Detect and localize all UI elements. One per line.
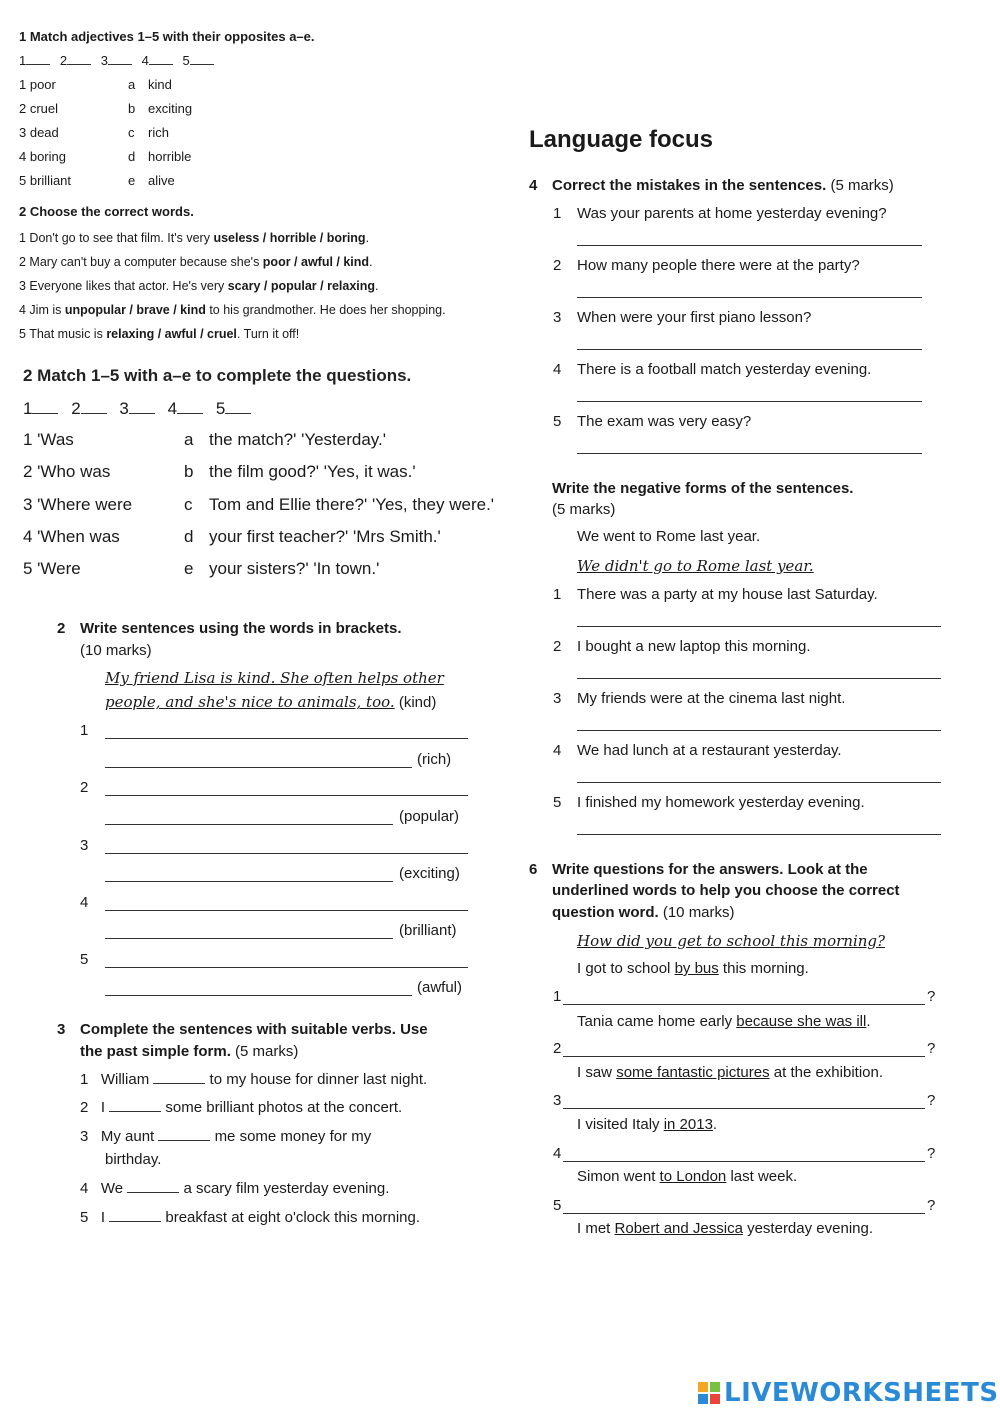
ex5-item-text: We had lunch at a restaurant yesterday. xyxy=(577,742,842,759)
ex2c-item-word: (awful) xyxy=(417,979,463,996)
ex2b-right-item: your first teacher?' 'Mrs Smith.' xyxy=(209,527,441,546)
ex4-number: 4 xyxy=(529,177,538,194)
ex2a-item-text: . xyxy=(375,279,379,293)
ex4-item-number: 4 xyxy=(553,361,562,378)
ex2a-options[interactable]: relaxing / awful / cruel xyxy=(106,327,237,341)
ex2b-blank-label: 2 xyxy=(71,399,81,418)
ex3-item-text: a scary film yesterday evening. xyxy=(183,1180,390,1197)
ex6-answer xyxy=(577,1064,883,1081)
ex2b-blank-label: 1 xyxy=(23,399,33,418)
ex6-title-line3 xyxy=(552,904,735,921)
ex2a-item-text: 3 Everyone likes that actor. He's very xyxy=(19,279,228,293)
ex3-blank[interactable] xyxy=(158,1128,210,1141)
ex6-underlined: in 2013 xyxy=(663,1116,713,1133)
ex2b-left-item: 3 'Where were xyxy=(23,495,133,514)
ex3-item-text: me some money for my xyxy=(214,1128,372,1145)
ex2c-item-number: 5 xyxy=(80,951,89,968)
ex2a-item-text: 4 Jim is xyxy=(19,303,65,317)
ex3-item-cont: birthday. xyxy=(105,1151,162,1168)
ex3-blank[interactable] xyxy=(153,1071,205,1084)
ex6-question-mark: ? xyxy=(927,1092,936,1109)
ex5-marks: (5 marks) xyxy=(552,501,616,518)
ex5-item-number: 1 xyxy=(553,586,562,603)
ex3-blank[interactable] xyxy=(127,1180,179,1193)
ex2c-item-word: (brilliant) xyxy=(399,922,457,939)
ex2c-item-number: 4 xyxy=(80,894,89,911)
ex3-item xyxy=(80,1099,402,1116)
ex1-blank-3[interactable] xyxy=(108,54,132,65)
ex1-right-letter: e xyxy=(128,173,136,188)
ex6-answer-text: . xyxy=(712,1116,718,1133)
ex4-item-number: 5 xyxy=(553,413,562,430)
ex1-left-item: 3 dead xyxy=(19,125,59,140)
ex1-left-item: 5 brilliant xyxy=(19,173,72,188)
ex4-answer-line[interactable] xyxy=(577,453,922,454)
ex3-item-text: I xyxy=(100,1099,106,1116)
ex4-title xyxy=(552,177,894,194)
ex6-answer xyxy=(577,1013,871,1030)
ex2b-left-item: 5 'Were xyxy=(23,559,81,578)
ex1-right-letter: c xyxy=(128,125,135,140)
ex2b-blank-4[interactable] xyxy=(177,400,203,414)
ex4-item-text: How many people there were at the party? xyxy=(577,257,860,274)
ex2c-answer-line[interactable] xyxy=(105,767,412,768)
ex2b-answer-row xyxy=(23,399,259,419)
ex2a-options[interactable]: unpopular / brave / kind xyxy=(64,303,206,317)
ex6-answer-text: yesterday evening. xyxy=(742,1220,873,1237)
ex4-item-text: When were your first piano lesson? xyxy=(577,309,812,326)
ex3-marks: (5 marks) xyxy=(235,1043,299,1060)
ex6-answer-text: I visited Italy xyxy=(577,1116,664,1133)
ex2c-item-number: 1 xyxy=(80,722,89,739)
ex2c-answer-line[interactable] xyxy=(105,881,393,882)
ex2a-item xyxy=(19,327,299,341)
liveworksheets-logo xyxy=(698,1378,999,1408)
ex6-number: 6 xyxy=(529,861,538,878)
ex6-answer-text: I got to school xyxy=(577,960,675,977)
ex5-answer-line[interactable] xyxy=(577,834,941,835)
ex2a-item xyxy=(19,303,446,317)
ex1-blank-label: 1 xyxy=(19,53,27,68)
ex5-answer-line[interactable] xyxy=(577,678,941,679)
ex6-item-number: 2 xyxy=(553,1040,562,1057)
ex1-blank-4[interactable] xyxy=(149,54,173,65)
ex4-item-text: Was your parents at home yesterday evening? xyxy=(577,205,887,222)
ex5-example: We went to Rome last year. xyxy=(577,528,761,545)
ex6-question-mark: ? xyxy=(927,1145,936,1162)
ex2a-item xyxy=(19,231,369,245)
ex4-item-number: 1 xyxy=(553,205,562,222)
ex5-item-number: 5 xyxy=(553,794,562,811)
ex6-marks: (10 marks) xyxy=(662,904,735,921)
ex6-answer xyxy=(577,1168,797,1185)
ex2b-letter: a xyxy=(184,430,194,449)
ex5-example-answer: We didn't go to Rome last year. xyxy=(577,557,814,575)
ex6-question-line[interactable] xyxy=(563,1056,925,1057)
ex1-answer-row xyxy=(19,53,220,68)
ex4-item-number: 2 xyxy=(553,257,562,274)
ex2a-options[interactable]: useless / horrible / boring xyxy=(213,231,366,245)
ex6-answer-text: I saw xyxy=(577,1064,617,1081)
ex2b-blank-label: 4 xyxy=(167,399,178,418)
logo-text: LIVEWORKSHEETS xyxy=(724,1378,999,1408)
ex4-answer-line[interactable] xyxy=(577,349,922,350)
ex3-item-number: 3 xyxy=(80,1128,89,1145)
ex2a-item-text: . xyxy=(365,231,370,245)
ex5-answer-line[interactable] xyxy=(577,626,941,627)
ex2b-blank-1[interactable] xyxy=(32,400,58,414)
ex2c-item-word: (popular) xyxy=(399,808,460,825)
ex3-blank[interactable] xyxy=(109,1099,161,1112)
ex2b-blank-label: 5 xyxy=(215,399,226,418)
ex6-title-text: question word. xyxy=(552,904,659,921)
ex2a-item-text: 2 Mary can't buy a computer because she's xyxy=(19,255,263,269)
ex1-right-item: alive xyxy=(148,173,175,188)
ex6-item-number: 3 xyxy=(553,1092,562,1109)
ex3-item-text: I xyxy=(100,1209,106,1226)
ex3-item xyxy=(80,1209,420,1226)
ex6-answer-text: Simon went xyxy=(577,1168,660,1185)
ex2b-blank-5[interactable] xyxy=(225,400,251,414)
ex3-title-line1: Complete the sentences with suitable verbs. Use xyxy=(80,1021,428,1038)
ex2c-answer-line[interactable] xyxy=(105,967,468,968)
ex2a-item-text: 1 Don't go to see that film. It's very xyxy=(19,231,214,245)
ex2b-letter: e xyxy=(184,559,194,578)
ex2c-number: 2 xyxy=(57,620,66,637)
ex3-title-text: the past simple form. xyxy=(80,1043,231,1060)
ex2a-options[interactable]: poor / awful / kind xyxy=(262,255,370,269)
ex2a-item xyxy=(19,255,373,269)
ex5-item-number: 4 xyxy=(553,742,562,759)
ex1-title: 1 Match adjectives 1–5 with their opposites a–e. xyxy=(19,29,315,44)
ex5-answer-line[interactable] xyxy=(577,782,941,783)
liveworksheets-logo-icon xyxy=(698,1382,720,1404)
ex1-right-item: horrible xyxy=(148,149,192,164)
ex1-right-letter: d xyxy=(128,149,136,164)
ex2b-right-item: the match?' 'Yesterday.' xyxy=(209,430,387,449)
ex2c-answer-line[interactable] xyxy=(105,738,468,739)
ex2c-answer-line[interactable] xyxy=(105,938,393,939)
ex5-answer-line[interactable] xyxy=(577,730,941,731)
ex2c-marks: (10 marks) xyxy=(80,642,152,659)
ex2a-item-text: to his grandmother. He does her shopping. xyxy=(205,303,446,317)
ex1-right-letter: b xyxy=(128,101,136,116)
ex6-answer-text: at the exhibition. xyxy=(769,1064,884,1081)
ex1-blank-label: 5 xyxy=(182,53,190,68)
ex1-left-item: 1 poor xyxy=(19,77,56,92)
ex6-example-question: How did you get to school this morning? xyxy=(577,932,886,950)
ex1-right-letter: a xyxy=(128,77,136,92)
ex2a-title: 2 Choose the correct words. xyxy=(19,204,194,219)
ex2b-right-item: Tom and Ellie there?' 'Yes, they were.' xyxy=(209,495,495,514)
ex4-answer-line[interactable] xyxy=(577,245,922,246)
ex6-answer-text: . xyxy=(866,1013,871,1030)
ex6-answer-text: Tania came home early xyxy=(577,1013,737,1030)
ex2b-left-item: 1 'Was xyxy=(23,430,74,449)
ex2b-right-item: the film good?' 'Yes, it was.' xyxy=(209,462,416,481)
ex3-blank[interactable] xyxy=(109,1209,161,1222)
ex3-item-number: 5 xyxy=(80,1209,89,1226)
ex3-item xyxy=(80,1180,389,1197)
ex2a-options[interactable]: scary / popular / relaxing xyxy=(227,279,376,293)
ex3-item-text: breakfast at eight o'clock this morning. xyxy=(165,1209,421,1226)
ex6-underlined: Robert and Jessica xyxy=(614,1220,743,1237)
ex2b-letter: d xyxy=(184,527,194,546)
ex1-right-item: rich xyxy=(148,125,169,140)
ex1-left-item: 2 cruel xyxy=(19,101,59,116)
ex1-blank-5[interactable] xyxy=(190,54,214,65)
ex2c-example-line2 xyxy=(105,693,436,711)
ex6-underlined: some fantastic pictures xyxy=(616,1064,770,1081)
ex3-item-number: 1 xyxy=(80,1071,89,1088)
ex2c-item-number: 2 xyxy=(80,779,89,796)
ex6-item-number: 5 xyxy=(553,1197,562,1214)
ex5-item-number: 2 xyxy=(553,638,562,655)
ex6-question-mark: ? xyxy=(927,988,936,1005)
ex5-item-text: There was a party at my house last Saturday. xyxy=(577,586,878,603)
ex2b-letter: c xyxy=(184,495,193,514)
ex3-item-text: My aunt xyxy=(100,1128,155,1145)
ex2c-answer-line[interactable] xyxy=(105,824,393,825)
ex2b-blank-label: 3 xyxy=(119,399,129,418)
ex2c-title: Write sentences using the words in brackets. xyxy=(80,620,402,637)
ex6-underlined: because she was ill xyxy=(736,1013,867,1030)
ex1-blank-1[interactable] xyxy=(26,54,50,65)
ex6-underlined: by bus xyxy=(674,960,719,977)
ex6-answer-text: last week. xyxy=(726,1168,798,1185)
ex2c-item-word: (exciting) xyxy=(399,865,460,882)
ex2c-example-word: (kind) xyxy=(398,694,437,711)
ex2c-answer-line[interactable] xyxy=(105,853,468,854)
ex6-answer xyxy=(577,1220,873,1237)
ex3-item xyxy=(80,1071,427,1088)
ex1-blank-label: 3 xyxy=(100,53,108,68)
ex2c-answer-line[interactable] xyxy=(105,795,468,796)
ex6-item-number: 4 xyxy=(553,1145,562,1162)
ex2a-item-text: . Turn it off! xyxy=(236,327,300,341)
ex3-title-line2 xyxy=(80,1043,298,1060)
ex3-item-number: 2 xyxy=(80,1099,89,1116)
ex3-item-number: 4 xyxy=(80,1180,89,1197)
ex2b-title: 2 Match 1–5 with a–e to complete the questions. xyxy=(23,366,412,385)
ex2c-item-word: (rich) xyxy=(417,751,452,768)
ex3-number: 3 xyxy=(57,1021,66,1038)
ex2c-example-text: people, and she's nice to animals, too. xyxy=(105,693,395,711)
ex2a-item xyxy=(19,279,379,293)
ex4-item-text: There is a football match yesterday evening. xyxy=(577,361,872,378)
language-focus-heading: Language focus xyxy=(529,126,714,153)
ex2b-blank-2[interactable] xyxy=(81,400,107,414)
ex2c-answer-line[interactable] xyxy=(105,910,468,911)
ex4-item-text: The exam was very easy? xyxy=(577,413,752,430)
ex1-right-item: exciting xyxy=(148,101,193,116)
ex6-question-line[interactable] xyxy=(563,1213,925,1214)
ex4-item-number: 3 xyxy=(553,309,562,326)
ex4-answer-line[interactable] xyxy=(577,401,922,402)
ex2b-letter: b xyxy=(184,462,194,481)
ex6-answer-text: this morning. xyxy=(718,960,809,977)
ex6-answer xyxy=(577,1116,717,1133)
ex2c-example-line1: My friend Lisa is kind. She often helps other xyxy=(105,669,444,687)
ex6-example-answer xyxy=(577,960,809,977)
ex1-left-item: 4 boring xyxy=(19,149,66,164)
ex6-question-mark: ? xyxy=(927,1197,936,1214)
ex5-title: Write the negative forms of the sentences. xyxy=(552,480,854,497)
ex6-question-line[interactable] xyxy=(563,1161,925,1162)
ex5-item-text: My friends were at the cinema last night. xyxy=(577,690,846,707)
ex2b-left-item: 4 'When was xyxy=(23,527,120,546)
ex4-marks: (5 marks) xyxy=(830,177,894,194)
ex2c-item-number: 3 xyxy=(80,837,89,854)
ex6-title-line2: underlined words to help you choose the correct xyxy=(552,882,900,899)
ex4-title-text: Correct the mistakes in the sentences. xyxy=(552,177,827,194)
ex2b-right-item: your sisters?' 'In town.' xyxy=(209,559,380,578)
ex5-item-number: 3 xyxy=(553,690,562,707)
ex1-right-item: kind xyxy=(148,77,172,92)
ex5-item-text: I bought a new laptop this morning. xyxy=(577,638,811,655)
ex3-item-text: William xyxy=(100,1071,150,1088)
ex6-underlined: to London xyxy=(659,1168,727,1185)
ex6-question-line[interactable] xyxy=(563,1004,925,1005)
ex6-title-line1: Write questions for the answers. Look at the xyxy=(552,861,868,878)
ex3-item-text: We xyxy=(100,1180,124,1197)
ex6-question-line[interactable] xyxy=(563,1108,925,1109)
ex5-item-text: I finished my homework yesterday evening. xyxy=(577,794,865,811)
ex3-item xyxy=(80,1128,371,1145)
ex2a-item-text: . xyxy=(369,255,373,269)
ex4-answer-line[interactable] xyxy=(577,297,922,298)
ex6-question-mark: ? xyxy=(927,1040,936,1057)
ex2a-item-text: 5 That music is xyxy=(19,327,107,341)
ex2b-left-item: 2 'Who was xyxy=(23,462,111,481)
ex1-blank-label: 2 xyxy=(59,53,68,68)
ex3-item-text: some brilliant photos at the concert. xyxy=(165,1099,403,1116)
ex3-item-text: to my house for dinner last night. xyxy=(209,1071,428,1088)
ex6-item-number: 1 xyxy=(553,988,562,1005)
ex2b-blank-3[interactable] xyxy=(129,400,155,414)
ex2c-answer-line[interactable] xyxy=(105,995,412,996)
ex1-blank-2[interactable] xyxy=(67,54,91,65)
ex6-answer-text: I met xyxy=(577,1220,615,1237)
ex1-blank-label: 4 xyxy=(141,53,149,68)
